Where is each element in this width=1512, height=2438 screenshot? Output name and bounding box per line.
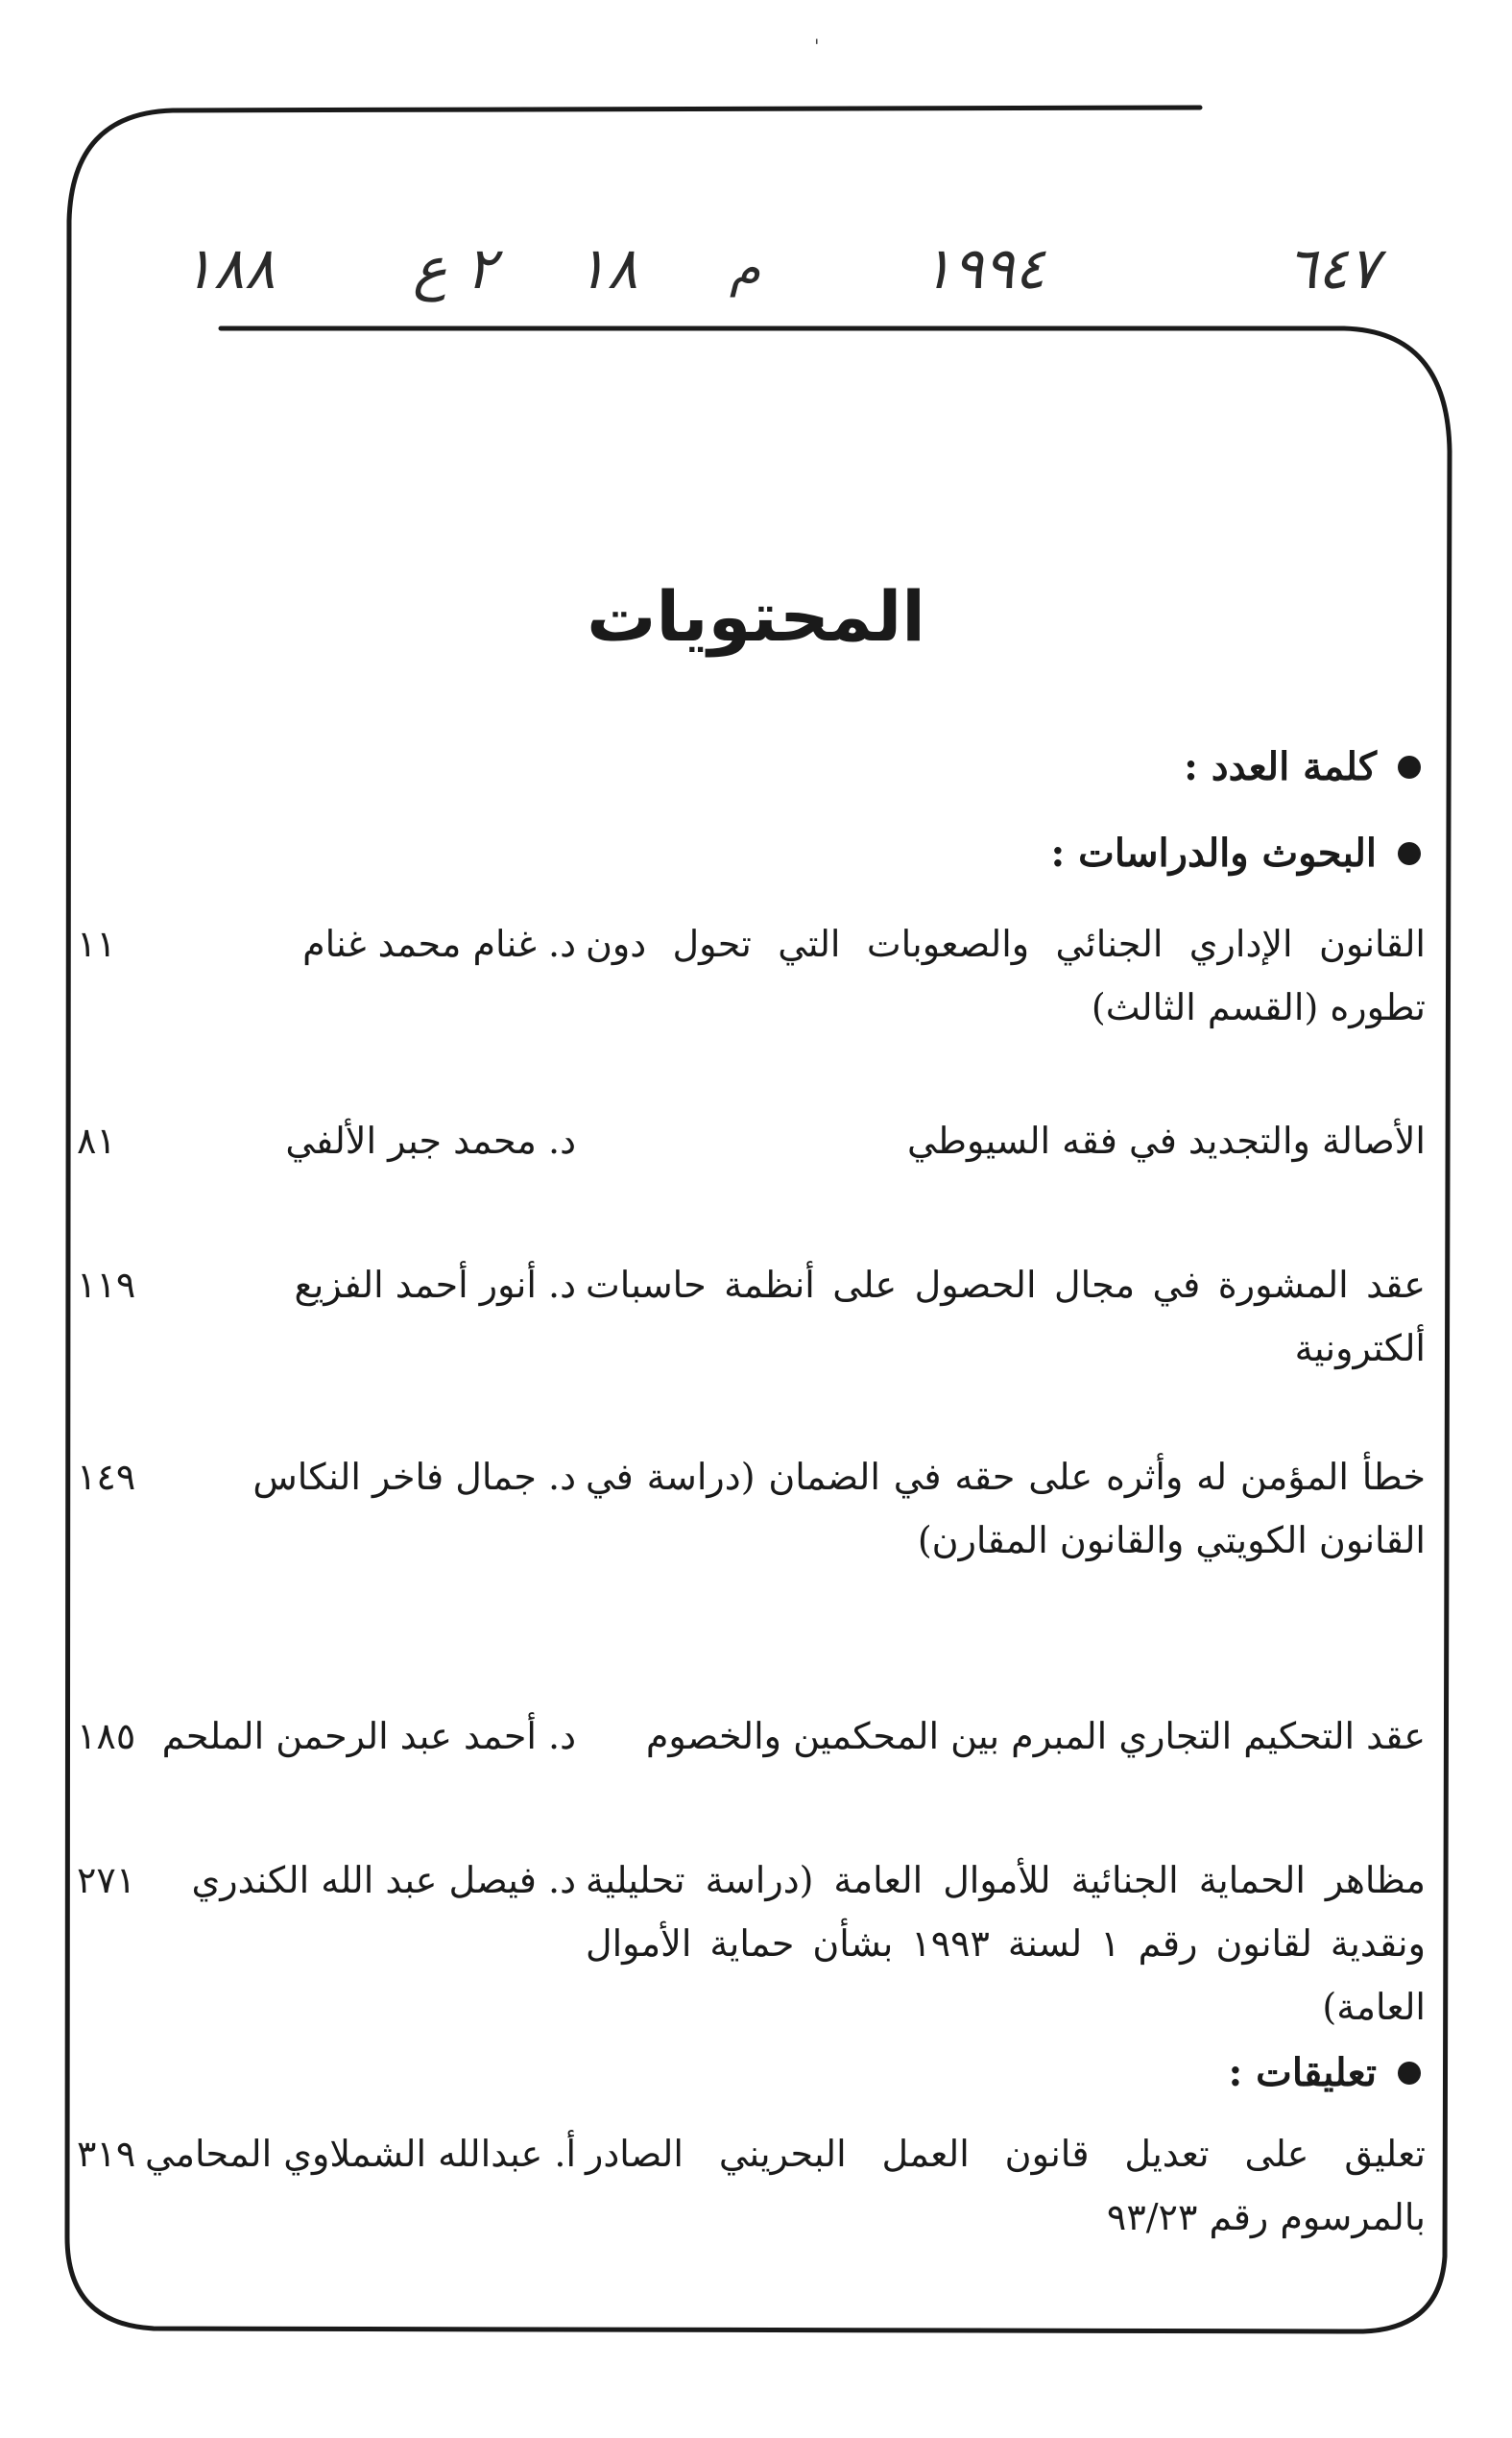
entry-title: مظاهر الحماية الجنائية للأموال العامة (دراسة تحليلية ونقدية لقانون رقم ١ لسنة ١٩٩٣ بشأن حماية الأموال العامة) xyxy=(586,1859,1426,2028)
section-label: تعليقات : xyxy=(1228,2050,1377,2095)
bullet-icon xyxy=(1398,842,1421,865)
entry-page: ٢٧١ xyxy=(77,1859,136,1901)
entry-author: د. محمد جبر الألفي xyxy=(285,1120,576,1162)
handwritten-note: ١٨ xyxy=(576,235,638,302)
entry-title: خطأ المؤمن له وأثره على حقه في الضمان (دراسة في القانون الكويتي والقانون المقارن) xyxy=(586,1456,1426,1561)
section-label: البحوث والدراسات : xyxy=(1050,831,1377,876)
handwritten-note: ١٩٩٤ xyxy=(922,235,1045,302)
entry-author: د. أحمد عبد الرحمن الملحم xyxy=(161,1715,576,1757)
entry-page: ١٨٥ xyxy=(77,1715,136,1757)
handwritten-note: م xyxy=(730,240,761,298)
entry-page: ١٤٩ xyxy=(77,1456,136,1498)
entry-page: ١١ xyxy=(77,923,116,965)
svg-text:': ' xyxy=(814,35,820,58)
bullet-icon xyxy=(1398,756,1421,779)
bullet-icon xyxy=(1398,2062,1421,2085)
section-editorial xyxy=(1184,744,1421,789)
entry-page: ٨١ xyxy=(77,1120,116,1162)
entry-title: القانون الإداري الجنائي والصعوبات التي تحول دون تطوره (القسم الثالث) xyxy=(586,923,1426,1028)
section-comments xyxy=(1228,2050,1421,2095)
handwritten-note: ٢ ع xyxy=(413,235,497,302)
entry-page: ١١٩ xyxy=(77,1264,136,1306)
entry-page: ٣١٩ xyxy=(77,2133,136,2175)
section-research xyxy=(1050,831,1421,876)
entry-title: تعليق على تعديل قانون العمل البحريني الصادر بالمرسوم رقم ٩٣/٢٣ xyxy=(586,2133,1426,2238)
entry-author: د. غنام محمد غنام xyxy=(302,923,576,965)
entry-author: د. فيصل عبد الله الكندري xyxy=(191,1859,576,1901)
page-title: المحتويات xyxy=(587,576,925,657)
entry-author: د. جمال فاخر النكاس xyxy=(252,1456,576,1498)
entry-title: عقد التحكيم التجاري المبرم بين المحكمين والخصوم xyxy=(645,1715,1426,1757)
entry-author: أ. عبدالله الشملاوي المحامي xyxy=(144,2133,576,2175)
entry-author: د. أنور أحمد الفزيع xyxy=(294,1264,576,1306)
entry-title: عقد المشورة في مجال الحصول على أنظمة حاسبات ألكترونية xyxy=(586,1264,1426,1369)
handwritten-note: ٦٤٧ xyxy=(1286,235,1380,302)
section-label: كلمة العدد : xyxy=(1184,744,1377,789)
handwritten-note: ١٨٨ xyxy=(182,235,276,302)
entry-title: الأصالة والتجديد في فقه السيوطي xyxy=(907,1120,1426,1162)
